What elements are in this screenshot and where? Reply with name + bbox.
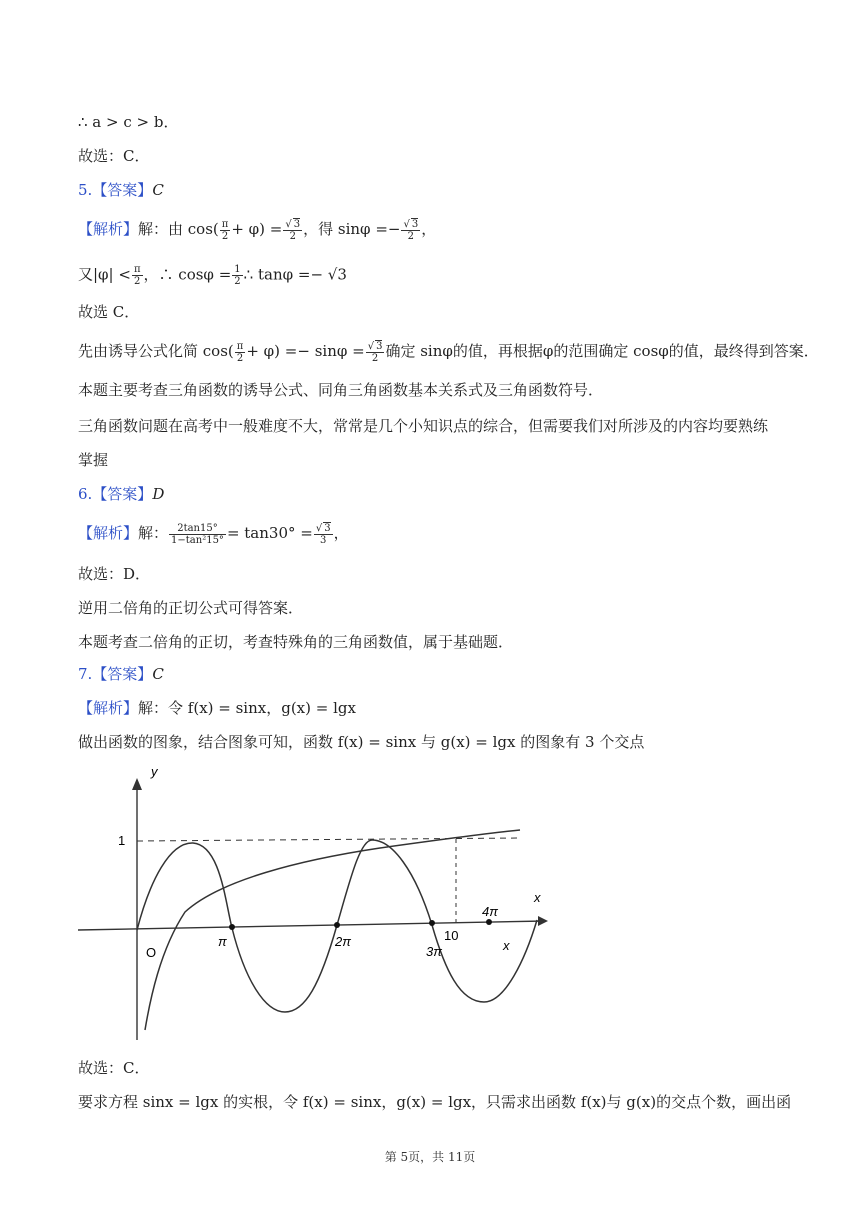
x-axis-arrow [538, 916, 548, 926]
q7-text: 解：令 f(x) = sinx，g(x) = lgx [138, 699, 356, 717]
q6-analysis-tag: 【解析】 [78, 524, 139, 542]
fraction: $\frac{\pi}{2}$ [236, 340, 244, 364]
y-axis-label: y [151, 764, 158, 779]
one-label: 1 [118, 833, 126, 848]
point-2pi [334, 922, 340, 928]
page-footer: 第 5页，共 11页 [384, 1150, 476, 1164]
y-equals-1-dashed [137, 838, 520, 841]
q5-text: ∴ tanφ =− √3 [243, 265, 347, 284]
fraction: $\frac{1}{2}$ [234, 264, 241, 287]
q5-text: 确定 sinφ的值，再根据φ的范围确定 cosφ的值，最终得到答案． [385, 342, 819, 360]
q5-note-2: 本题主要考查三角函数的诱导公式、同角三角函数基本关系式及三角函数符号． [78, 381, 604, 399]
q6-text: 解： [138, 524, 169, 542]
point-3pi [429, 920, 435, 926]
x-axis-label-bottom: x [503, 938, 510, 953]
q5-choice: 故选 C． [78, 303, 140, 321]
ten-label: 10 [444, 928, 459, 943]
two-pi-label: 2π [335, 934, 351, 949]
q6-note-2: 本题考查二倍角的正切，考查特殊角的三角函数值，属于基础题． [78, 633, 514, 651]
q7-note: 要求方程 sinx = lgx 的实根，令 f(x) = sinx，g(x) = lgx，只需求出函数 f(x)与 g(x)的交点个数，画出函 [78, 1093, 792, 1111]
fraction: $\frac{√ 3}{2}$ [403, 219, 419, 242]
origin-label: O [146, 945, 157, 960]
q6-answer: D [152, 485, 165, 503]
fraction: $\frac{\pi}{2}$ [133, 264, 141, 287]
q5-text: 先由诱导公式化简 cos( [78, 342, 234, 360]
y-axis-arrow [132, 778, 142, 790]
fraction: $\frac{2\tan 15^\circ}{\text{1−tan²15°}}$ [171, 522, 224, 546]
point-4pi [486, 919, 492, 925]
q5-text: ，∴ cosφ = [143, 265, 232, 284]
pi-label: π [218, 934, 227, 949]
q5-label: 5.【答案】 [78, 181, 153, 199]
log-curve [145, 830, 520, 1030]
fraction: $\frac{√ 3}{2}$ [367, 341, 383, 364]
q7-description: 做出函数的图象，结合图象可知，函数 f(x) = sinx 与 g(x) = lgx 的图象有 3 个交点 [78, 733, 645, 751]
q5-note-3: 三角函数问题在高考中一般难度不大，常常是几个小知识点的综合，但需要我们对所涉及的内容均要熟练 [78, 417, 769, 435]
q5-note-4: 掌握 [78, 451, 109, 469]
x-axis [78, 921, 545, 930]
point-pi [229, 924, 235, 930]
q7-label: 7.【答案】 [78, 665, 153, 683]
q5-text: ，得 sinφ =− [303, 220, 401, 238]
x-axis-label-top: x [534, 890, 541, 905]
q6-label: 6.【答案】 [78, 485, 153, 503]
q7-analysis-tag: 【解析】 [78, 699, 139, 717]
q5-text: + φ) =− sinφ = [246, 342, 365, 360]
line-choice-prev: 故选：C． [78, 147, 150, 165]
q5-text: ， [421, 220, 437, 238]
q6-text: = tan30° = [226, 524, 313, 542]
fraction: $\frac{√ 3}{2}$ [285, 219, 301, 242]
q5-answer: C [152, 181, 164, 199]
q5-text: 又|φ| < [78, 265, 131, 284]
three-pi-label: 3π [426, 944, 442, 959]
four-pi-label: 4π [482, 904, 498, 919]
fraction: $\frac{√ 3}{3}$ [315, 523, 331, 546]
q5-analysis-tag: 【解析】 [78, 220, 139, 238]
q5-text: + φ) = [231, 220, 283, 238]
q7-choice: 故选：C． [78, 1059, 150, 1077]
q6-note-1: 逆用二倍角的正切公式可得答案． [78, 599, 304, 617]
q5-text: 解：由 cos( [138, 220, 219, 238]
q6-text: ， [333, 524, 349, 542]
q6-choice: 故选：D． [78, 565, 151, 583]
q7-answer: C [152, 665, 164, 683]
fraction: $\frac{\pi}{2}$ [221, 218, 229, 242]
line-conclusion: ∴ a > c > b． [78, 113, 179, 131]
